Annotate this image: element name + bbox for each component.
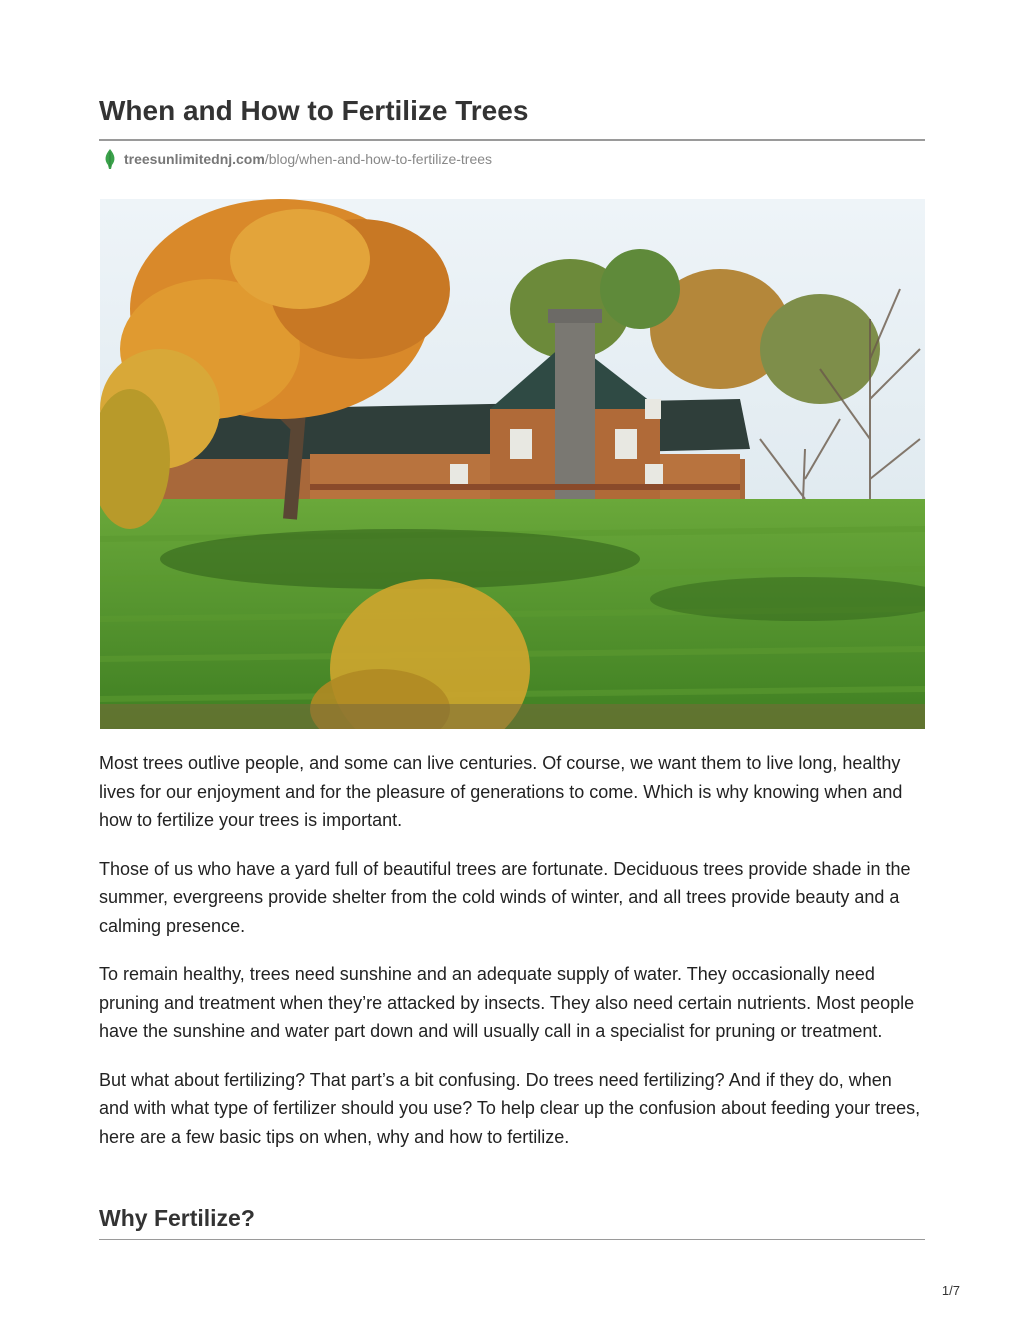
paragraph: Those of us who have a yard full of beautiful trees are fortunate. Deciduous trees provide shade in the summer, evergreens provide shelter from the cold winds of winter, and all trees provide beauty and a calming presence. [99, 858, 911, 936]
page-number: 1/7 [941, 1283, 960, 1298]
leaf-icon [104, 149, 116, 169]
source-path: /blog/when-and-how-to-fertilize-trees [264, 151, 493, 167]
section-divider [99, 1239, 925, 1240]
paragraph: To remain healthy, trees need sunshine and an adequate supply of water. They occasionally need pruning and treatment when they’re attacked by insects. They also need certain nutrients. Most people have the sunshine and water part down and will usually call in a specialist for pruning or treatment. [99, 964, 915, 1041]
source-link[interactable] [104, 149, 492, 169]
article-body [99, 749, 925, 1171]
source-domain: treesunlimitednj.com [124, 151, 265, 167]
section-heading: Why Fertilize? [99, 1205, 255, 1231]
paragraph: But what about fertilizing? That part’s a bit confusing. Do trees need fertilizing? And if they do, when and with what type of fertilizer should you use? To help clear up the confusion about feeding your trees, here are a few basic tips on when, why and how to fertilize. [99, 1069, 921, 1147]
paragraph: Most trees outlive people, and some can live centuries. Of course, we want them to live long, healthy lives for our enjoyment and for the pleasure of generations to come. Which is why knowing when and how to fertilize your trees is important. [99, 753, 903, 830]
page-title: When and How to Fertilize Trees [99, 95, 529, 126]
title-divider [99, 139, 925, 141]
hero-image [100, 199, 925, 729]
